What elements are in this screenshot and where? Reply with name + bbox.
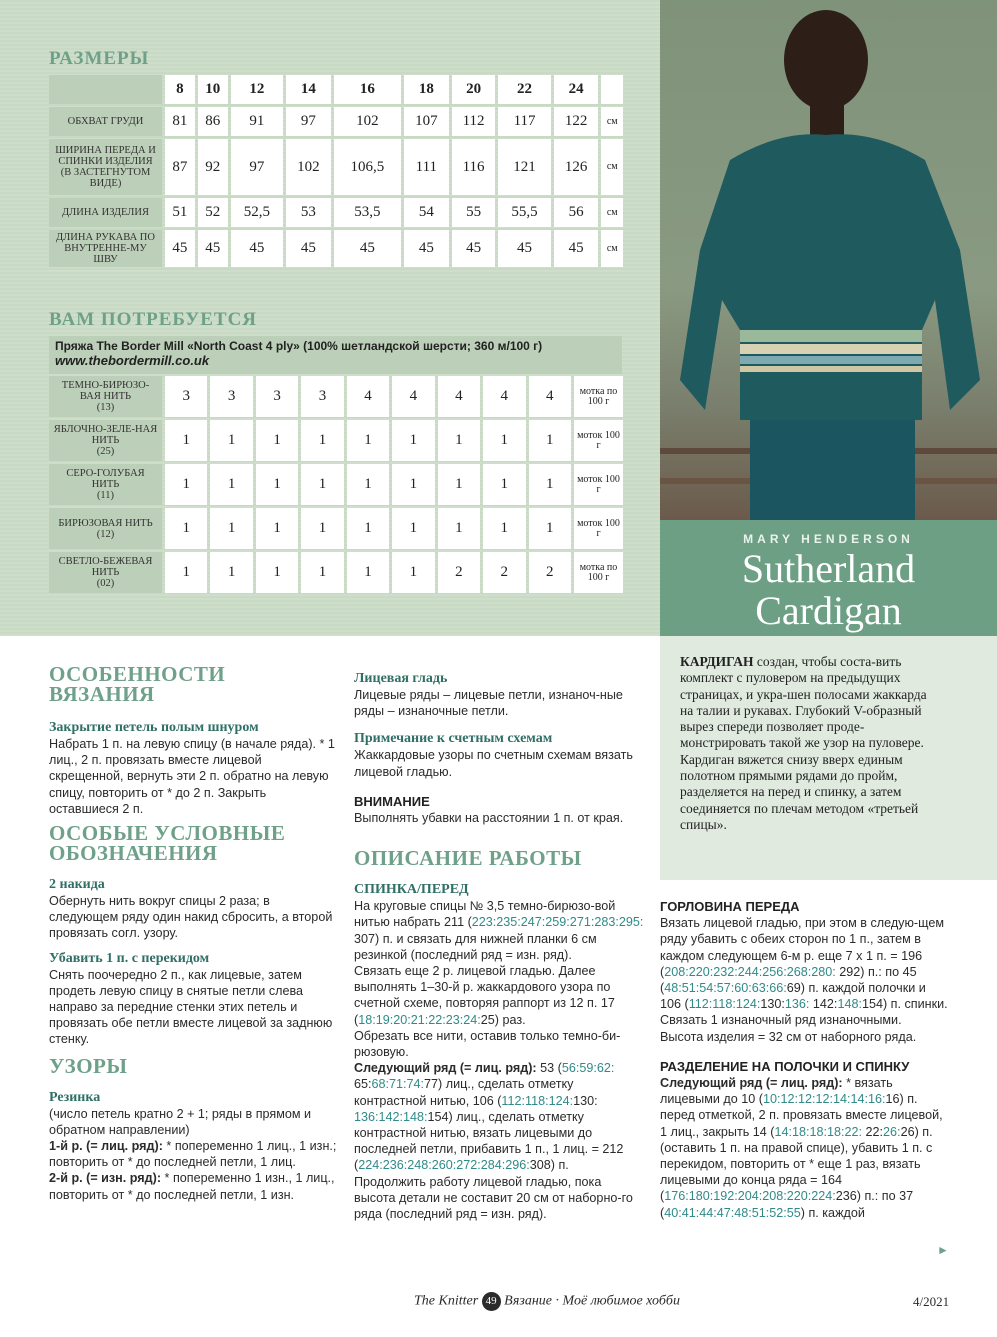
neck-p2: Связать 1 изнаночный ряд изнаночными. — [660, 1013, 902, 1028]
size-value: 87 — [165, 139, 195, 195]
size-value: 55,5 — [498, 198, 550, 227]
size-value: 55 — [452, 198, 496, 227]
size-value: 45 — [404, 230, 449, 267]
symbols-title: ОСОБЫЕ УСЛОВНЫЕ ОБОЗНАЧЕНИЯ — [49, 821, 286, 866]
split-title: РАЗДЕЛЕНИЕ НА ПОЛОЧКИ И СПИНКУ — [660, 1058, 910, 1074]
yarn-row — [49, 376, 623, 417]
yarn-qty: 1 — [210, 552, 252, 593]
yarn-qty: 4 — [483, 376, 525, 417]
yarn-qty: 1 — [165, 552, 207, 593]
yarn-qty: 3 — [256, 376, 298, 417]
yarn-qty: 1 — [210, 508, 252, 549]
unit-label: см — [601, 139, 623, 195]
size-value: 45 — [231, 230, 283, 267]
unit-label: см — [601, 230, 623, 267]
patterns-title: УЗОРЫ — [49, 1053, 128, 1078]
row-label: ШИРИНА ПЕРЕДА И СПИНКИ ИЗДЕЛИЯ (В ЗАСТЕГНУТОМ ВИДЕ) — [49, 139, 162, 195]
unit-label: см — [601, 198, 623, 227]
yarn-qty: 1 — [392, 552, 434, 593]
sizes-row — [49, 230, 623, 267]
yarn-qty: 1 — [301, 420, 343, 461]
size-value: 116 — [452, 139, 496, 195]
row-label: ОБХВАТ ГРУДИ — [49, 107, 162, 136]
size-value: 81 — [165, 107, 195, 136]
column-1 — [49, 664, 339, 1203]
yarn-qty: 1 — [256, 508, 298, 549]
yarn-label: СВЕТЛО-БЕЖЕВАЯ НИТЬ (02) — [49, 552, 162, 593]
size-value: 122 — [554, 107, 599, 136]
yarn-qty: 1 — [483, 508, 525, 549]
stockinette-title: Лицевая гладь — [354, 671, 448, 686]
row-label: ДЛИНА РУКАВА ПО ВНУТРЕННЕ-МУ ШВУ — [49, 230, 162, 267]
title-line-1: Sutherland — [741, 546, 916, 591]
split-p1: Следующий ряд (= лиц. ряд): * вязать лицевыми до 10 (10:12:12:12:14:14:16:16) п. перед отметкой, 2 п. провязать вместе лицевой, 1 лиц., закрыть 14 (14:18:18:18:22: 22:26:26) п. (оставить 1 п. на правой спице), убавить 1 п. с перекидом, повторить от * еще 1 раз, вязать лицевыми до конца ряда = 164 (176:180:192:204:208:220:224:236) п.: по 37 (40:41:44:47:48:51:52:55) п. каждой — [660, 1076, 943, 1220]
size-value: 126 — [554, 139, 599, 195]
unit-label: моток 100 г — [574, 464, 623, 505]
sizes-table — [46, 72, 626, 270]
title-line-2: Cardigan — [755, 588, 902, 633]
sizes-title: РАЗМЕРЫ — [49, 48, 150, 69]
size-value: 121 — [498, 139, 550, 195]
size-value: 91 — [231, 107, 283, 136]
page-footer — [0, 1292, 997, 1312]
size-value: 53,5 — [334, 198, 401, 227]
yarn-qty: 3 — [301, 376, 343, 417]
back-front-title: СПИНКА/ПЕРЕД — [354, 882, 469, 898]
intro-text — [680, 654, 940, 833]
yarn-qty: 1 — [165, 508, 207, 549]
yarn-qty: 1 — [256, 552, 298, 593]
size-value: 53 — [286, 198, 331, 227]
size-value: 45 — [286, 230, 331, 267]
unit-label: мотка по 100 г — [574, 376, 623, 417]
size-value: 107 — [404, 107, 449, 136]
size-value: 102 — [286, 139, 331, 195]
yarn-qty: 1 — [301, 552, 343, 593]
yarn-row — [49, 552, 623, 593]
materials-title: ВАМ ПОТРЕБУЕТСЯ — [49, 309, 258, 330]
dec-title: Убавить 1 п. с перекидом — [49, 950, 210, 966]
yarn-qty: 1 — [165, 420, 207, 461]
yarn-qty: 1 — [347, 420, 389, 461]
designer-name: MARY HENDERSON — [743, 532, 914, 546]
intro-body: создан, чтобы соста-вить комплект с пуловером на предыдущих страницах, и укра-шен полосами жаккарда на талии и рукавах. Глубокий V-образный вырез спереди позволяет проде-монстрировать такой же узор на пуловере. Кардиган вяжется снизу вверх единым полотном прямыми рядами до пройм, разделяется на перед и спинку, а затем соединяется по плечам методом «третьей спицы». — [680, 654, 927, 832]
unit-label: мотка по 100 г — [574, 552, 623, 593]
size-value: 97 — [286, 107, 331, 136]
features-title: ОСОБЕННОСТИ ВЯЗАНИЯ — [49, 662, 226, 706]
unit-label: моток 100 г — [574, 420, 623, 461]
yarn-qty: 1 — [529, 464, 572, 505]
page-number: 49 — [482, 1292, 501, 1311]
yarn-qty: 1 — [256, 420, 298, 461]
rib-title: Резинка — [49, 1089, 101, 1105]
bind-off-title: Закрытие петель полым шнуром — [49, 720, 259, 735]
yarn-table — [46, 373, 626, 596]
pattern-title — [660, 548, 997, 632]
size-header: 8 — [165, 75, 195, 104]
yarn-qty: 1 — [301, 508, 343, 549]
yarn-qty: 2 — [438, 552, 480, 593]
yarn-qty: 4 — [438, 376, 480, 417]
back-front-p4: Следующий ряд (= лиц. ряд): 53 (56:59:62: 65:68:71:74:77) лиц., сделать отметку контрастной нитью, 106 (112:118:124:130: 136:142:148:154) лиц., сделать отметку контрастной нитью, вязать лицевыми до последней петли, прибавить 1 п., 1 лиц. = 212 (224:236:248:260:272:284:296:308) п. — [354, 1061, 624, 1173]
yarn-qty: 1 — [210, 464, 252, 505]
row-label: ДЛИНА ИЗДЕЛИЯ — [49, 198, 162, 227]
back-front-p2: Связать еще 2 р. лицевой гладью. Далее выполнять 1–30-й р. жаккардового узора по счетной схеме, повторяя раппорт из 12 п. 17 (18:19:20:21:22:23:24:25) раз. — [354, 964, 615, 1027]
yarn-qty: 1 — [438, 508, 480, 549]
cardigan-illustration — [660, 0, 997, 520]
continue-arrow-icon: ► — [937, 1243, 949, 1257]
back-front-p3: Обрезать все нити, оставив только темно-би-рюзовую. — [354, 1028, 621, 1060]
size-value: 45 — [452, 230, 496, 267]
yarn-label: ЯБЛОЧНО-ЗЕЛЕ-НАЯ НИТЬ (25) — [49, 420, 162, 461]
size-value: 106,5 — [334, 139, 401, 195]
yo2-title: 2 накида — [49, 877, 105, 893]
yarn-qty: 4 — [529, 376, 572, 417]
row2: 2-й р. (= изн. ряд): * попеременно 1 изн., 1 лиц., повторить от * до последней петли, 1 изн. — [49, 1171, 335, 1202]
size-value: 45 — [334, 230, 401, 267]
model-photo — [660, 0, 997, 520]
size-header: 22 — [498, 75, 550, 104]
back-front-p5: Продолжить работу лицевой гладью, пока высота детали не составит 20 см от наборно-го ряда (последний ряд = изн. ряд). — [354, 1174, 633, 1222]
yarn-label: СЕРО-ГОЛУБАЯ НИТЬ (11) — [49, 464, 162, 505]
unit-label: моток 100 г — [574, 508, 623, 549]
size-value: 111 — [404, 139, 449, 195]
yarn-qty: 1 — [529, 508, 572, 549]
size-header: 10 — [198, 75, 228, 104]
neck-p3: Высота изделия = 32 см от наборного ряда. — [660, 1029, 917, 1044]
back-front-p1: На круговые спицы № 3,5 темно-бирюзо-вой нитью набрать 211 (223:235:247:259:271:283:295: 307) п. и связать для нижней планки 6 см резинкой (последний ряд = изн. ряд). — [354, 899, 644, 962]
size-header: 14 — [286, 75, 331, 104]
yarn-qty: 1 — [438, 464, 480, 505]
size-value: 97 — [231, 139, 283, 195]
size-value: 117 — [498, 107, 550, 136]
yarn-url[interactable]: www.thebordermill.co.uk — [55, 353, 210, 368]
yarn-label: ТЕМНО-БИРЮЗО-ВАЯ НИТЬ (13) — [49, 376, 162, 417]
column-3 — [660, 899, 950, 1221]
size-value: 56 — [554, 198, 599, 227]
intro-lead: КАРДИГАН — [680, 654, 754, 669]
size-header: 18 — [404, 75, 449, 104]
size-value: 45 — [498, 230, 550, 267]
yarn-qty: 4 — [347, 376, 389, 417]
size-value: 112 — [452, 107, 496, 136]
yarn-qty: 2 — [483, 552, 525, 593]
neck-p1: Вязать лицевой гладью, при этом в следую-щем ряду убавить с обеих сторон по 1 п., затем в каждом следующем 6-м р. еще 7 x 1 п. = 196 (208:220:232:244:256:268:280: 292) п.: по 45 (48:51:54:57:60:63:66:69) п. каждой полочки и 106 (112:118:124:130:136: 142:148:154) п. спинки. — [660, 916, 948, 1012]
yarn-qty: 1 — [256, 464, 298, 505]
size-value: 51 — [165, 198, 195, 227]
dec-text: Снять поочередно 2 п., как лицевые, затем продеть левую спицу в снятые петли слева направо за передние стенки этих петель и провязать обе петли вместе лицевой за заднюю стенку. — [49, 967, 333, 1047]
yarn-qty: 1 — [210, 420, 252, 461]
charts-text: Жаккардовые узоры по счетным схемам вязать лицевой гладью. — [354, 748, 633, 779]
yarn-label: БИРЮЗОВАЯ НИТЬ (12) — [49, 508, 162, 549]
size-value: 45 — [554, 230, 599, 267]
stockinette-text: Лицевые ряды – лицевые петли, изнаноч-ные ряды – изнаночные петли. — [354, 688, 623, 719]
yarn-qty: 1 — [483, 464, 525, 505]
footer-brand: The Knitter 49 Вязание · Моё любимое хобби — [414, 1292, 680, 1311]
size-value: 52,5 — [231, 198, 283, 227]
yarn-header — [49, 336, 622, 374]
rib-text: (число петель кратно 2 + 1; ряды в прямом и обратном направлении) — [49, 1106, 312, 1137]
title-box — [660, 520, 997, 636]
size-value: 45 — [198, 230, 228, 267]
yarn-qty: 1 — [392, 508, 434, 549]
size-header: 24 — [554, 75, 599, 104]
attention-text: Выполнять убавки на расстоянии 1 п. от края. — [354, 811, 624, 826]
yo2-text: Обернуть нить вокруг спицы 2 раза; в следующем ряду один накид сбросить, а второй провязать согл. узору. — [49, 894, 333, 941]
yarn-qty: 1 — [165, 464, 207, 505]
yarn-line: Пряжа The Border Mill «North Coast 4 ply» (100% шетландской шерсти; 360 м/100 г) — [55, 339, 543, 353]
yarn-row — [49, 420, 623, 461]
yarn-qty: 1 — [392, 420, 434, 461]
yarn-row — [49, 464, 623, 505]
work-title: ОПИСАНИЕ РАБОТЫ — [354, 846, 582, 871]
size-header: 16 — [334, 75, 401, 104]
yarn-qty: 1 — [347, 508, 389, 549]
size-value: 54 — [404, 198, 449, 227]
charts-title: Примечание к счетным схемам — [354, 731, 553, 747]
size-value: 45 — [165, 230, 195, 267]
yarn-qty: 4 — [392, 376, 434, 417]
yarn-qty: 1 — [347, 552, 389, 593]
yarn-qty: 1 — [438, 420, 480, 461]
size-value: 86 — [198, 107, 228, 136]
yarn-qty: 1 — [483, 420, 525, 461]
yarn-qty: 3 — [210, 376, 252, 417]
neck-title: ГОРЛОВИНА ПЕРЕДА — [660, 899, 800, 914]
yarn-qty: 3 — [165, 376, 207, 417]
size-header: 12 — [231, 75, 283, 104]
yarn-qty: 1 — [347, 464, 389, 505]
bind-off-text: Набрать 1 п. на левую спицу (в начале ряда). * 1 лиц., 2 п. провязать вместе лицевой скрещенной, вернуть эти 2 п. обратно на левую спицу, повторить от * до 2 п. Закрыть оставшиеся 2 п. — [49, 737, 335, 816]
sizes-row — [49, 198, 623, 227]
size-value: 52 — [198, 198, 228, 227]
yarn-qty: 1 — [392, 464, 434, 505]
size-value: 102 — [334, 107, 401, 136]
unit-label: см — [601, 107, 623, 136]
size-header: 20 — [452, 75, 496, 104]
yarn-qty: 2 — [529, 552, 572, 593]
sizes-row — [49, 139, 623, 195]
issue-date: 4/2021 — [913, 1294, 950, 1309]
size-value: 92 — [198, 139, 228, 195]
yarn-qty: 1 — [301, 464, 343, 505]
yarn-row — [49, 508, 623, 549]
attention-title: ВНИМАНИЕ — [354, 793, 430, 809]
row1: 1-й р. (= лиц. ряд): * попеременно 1 лиц., 1 изн.; повторить от * до последней петли, 1 лиц. — [49, 1139, 337, 1170]
sizes-row — [49, 107, 623, 136]
yarn-qty: 1 — [529, 420, 572, 461]
column-2 — [354, 671, 644, 1222]
